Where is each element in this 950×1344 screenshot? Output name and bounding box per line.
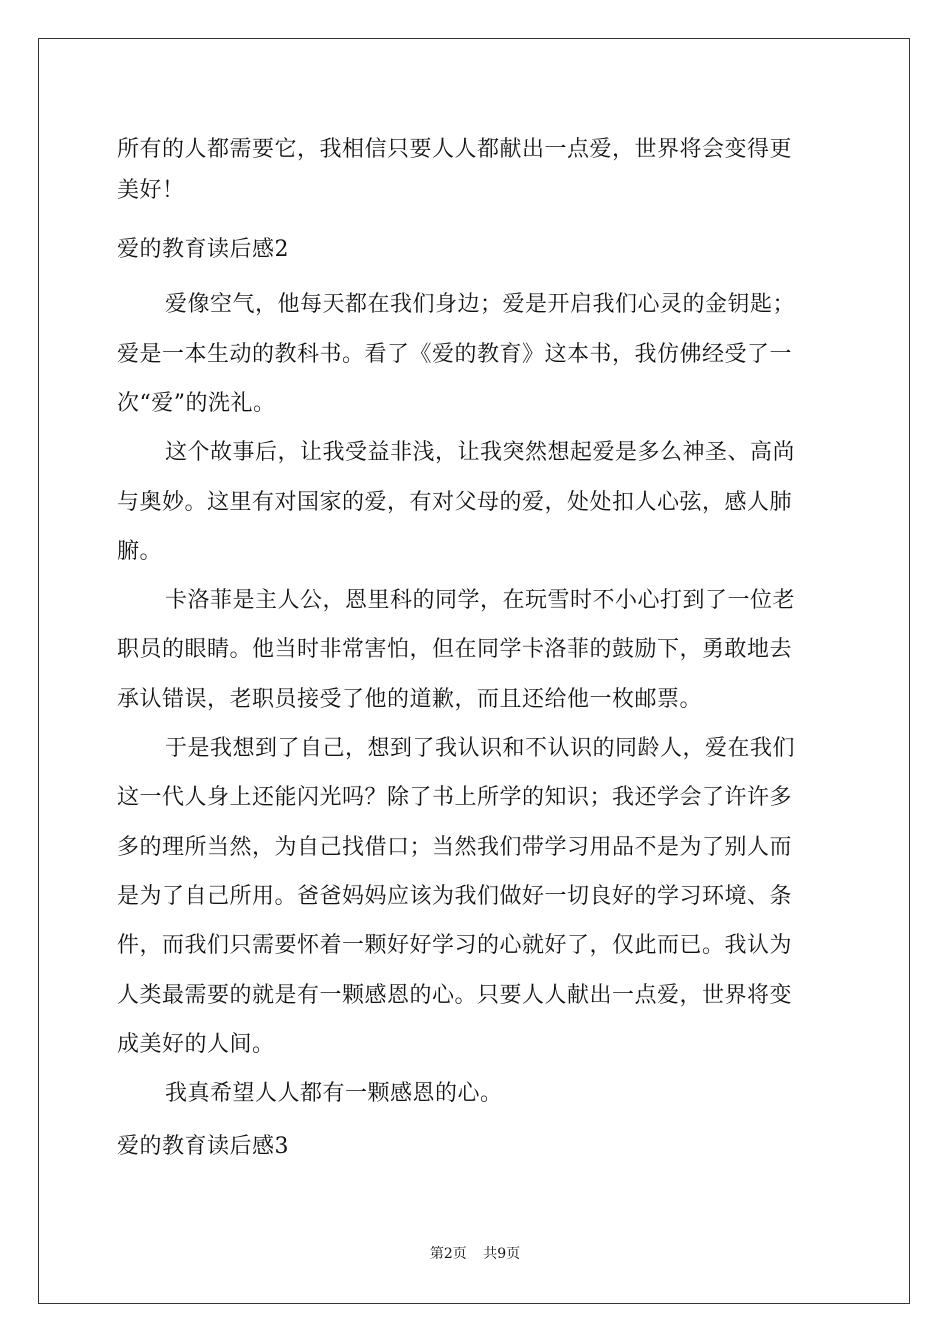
- text-line: 是为了自己所用。爸爸妈妈应该为我们做好一切良好的学习环境、条: [117, 884, 793, 909]
- text-line: 这一代人身上还能闪光吗？除了书上所学的知识；我还学会了许许多: [117, 785, 793, 810]
- section-heading: 爱的教育读后感2: [117, 237, 289, 262]
- paragraph-first-line: 这个故事后，让我受益非浅，让我突然想起爱是多么神圣、高尚: [165, 440, 796, 465]
- page-total: 共9页: [483, 1246, 521, 1262]
- page-footer: [0, 1244, 950, 1264]
- text-line: 腑。: [117, 539, 163, 564]
- paragraph-first-line: 我真希望人人都有一颗感恩的心。: [165, 1081, 503, 1106]
- paragraph-first-line: 于是我想到了自己，想到了我认识和不认识的同龄人，爱在我们: [165, 736, 796, 761]
- text-line: 件，而我们只需要怀着一颗好好学习的心就好了，仅此而已。我认为: [117, 933, 793, 958]
- text-line: 爱是一本生动的教科书。看了《爱的教育》这本书，我仿佛经受了一: [117, 342, 793, 367]
- text-line: 与奥妙。这里有对国家的爱，有对父母的爱，处处扣人心弦，感人肺: [117, 490, 793, 515]
- text-line: 次“爱”的洗礼。: [117, 391, 276, 416]
- page-number: 第2页: [429, 1246, 467, 1262]
- text-line: 所有的人都需要它，我相信只要人人都献出一点爱，世界将会变得更: [117, 137, 793, 162]
- text-line: 承认错误，老职员接受了他的道歉，而且还给他一枚邮票。: [117, 687, 703, 712]
- section-heading: 爱的教育读后感3: [117, 1134, 289, 1159]
- paragraph-first-line: 爱像空气，他每天都在我们身边；爱是开启我们心灵的金钥匙；: [165, 292, 796, 317]
- text-line: 多的理所当然，为自己找借口；当然我们带学习用品不是为了别人而: [117, 835, 793, 860]
- text-line: 职员的眼睛。他当时非常害怕，但在同学卡洛菲的鼓励下，勇敢地去: [117, 637, 793, 662]
- text-line: 美好！: [117, 178, 185, 203]
- paragraph-first-line: 卡洛菲是主人公，恩里科的同学，在玩雪时不小心打到了一位老: [165, 588, 796, 613]
- text-line: 人类最需要的就是有一颗感恩的心。只要人人献出一点爱，世界将变: [117, 983, 793, 1008]
- page-border: [38, 38, 910, 1304]
- text-line: 成美好的人间。: [117, 1032, 275, 1057]
